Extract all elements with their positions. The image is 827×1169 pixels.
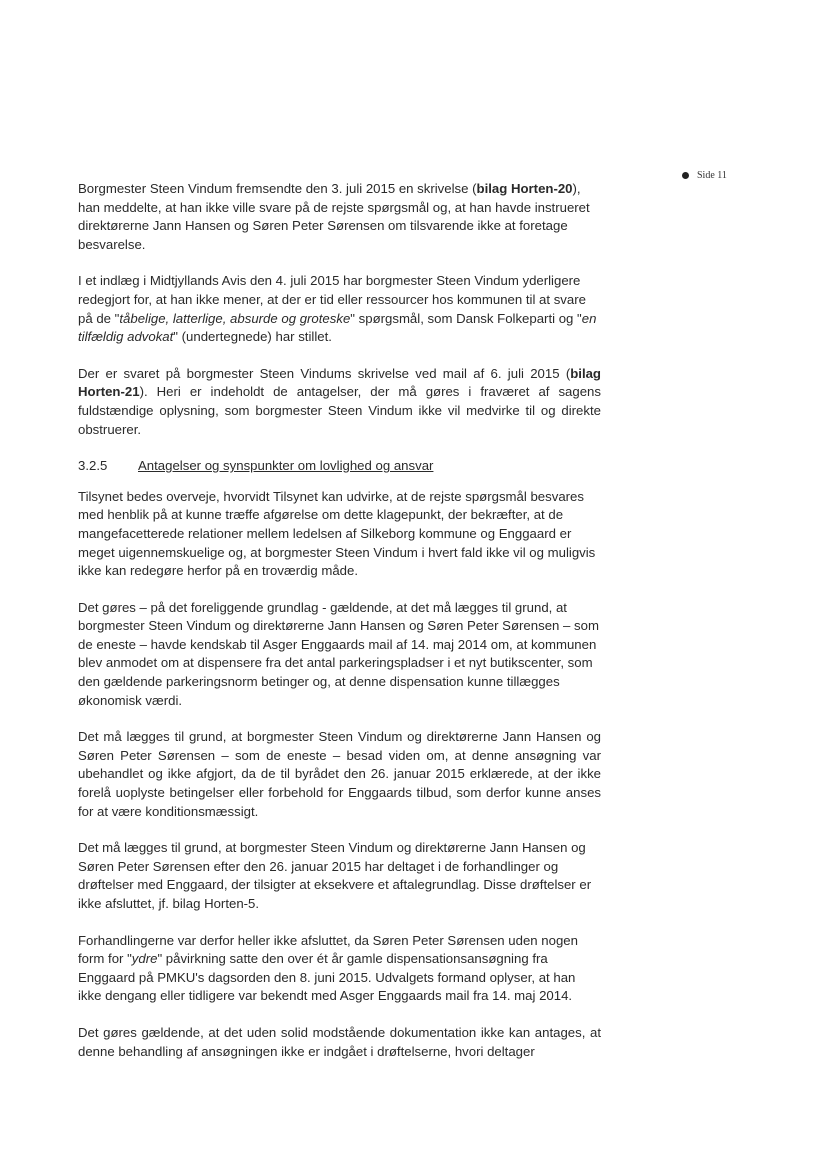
- quote: tåbelige, latterlige, absurde og groteske: [119, 310, 351, 326]
- bilag-reference: bilag Horten-20: [476, 181, 573, 196]
- page-number: Side 11: [697, 170, 727, 181]
- document-body: [78, 180, 601, 1079]
- quote: en tilfældig advokat: [78, 310, 597, 345]
- paragraph-5: Det gøres – på det foreliggende grundlag - gældende, at det må lægges til grund, at borgmester Steen Vindum og direktørerne Jann Hansen og Søren Peter Sørensen – som de eneste – havde kendskab til Asger Enggaards mail af 14. maj 2014 om, at kommunen blev anmodet om at dispensere fra det antal parkeringspladser i et nyt butikscenter, som den gældende parkeringsnorm betinger og, at denne dispensation kunne tillægges økonomisk værdi.: [78, 599, 599, 708]
- section-title: Antagelser og synspunkter om lovlighed og ansvar: [138, 458, 434, 474]
- section-heading: [78, 457, 601, 476]
- section-number: 3.2.5: [78, 458, 108, 474]
- paragraph-1: Borgmester Steen Vindum fremsendte den 3. juli 2015 en skrivelse (bilag Horten-20), han meddelte, at han ikke ville svare på de rejste spørgsmål og, at han havde instrueret direktørerne Jann Hansen og Søren Peter Sørensen om tilsvarende ikke at foretage besvarelse.: [78, 181, 590, 252]
- paragraph-2: I et indlæg i Midtjyllands Avis den 4. juli 2015 har borgmester Steen Vindum yderligere redegjort for, at han ikke mener, at der er tid eller ressourcer hos kommunen til at svare på de "tåbelige, latterlige, absurde og groteske" spørgsmål, som Dansk Folkeparti og "en tilfældig advokat" (undertegnede) har stillet.: [78, 273, 597, 345]
- page-marker: [682, 170, 727, 181]
- paragraph-6: Det må lægges til grund, at borgmester Steen Vindum og direktørerne Jann Hansen og Søren Peter Sørensen – som de eneste – besad viden om, at denne ansøgning var ubehandlet og ikke afgjort, da de til byrådet den 26. januar 2015 erklærede, at der ikke forelå uoplyste betingelser eller forbehold for Enggaards tilbud, som derfor kunne anses for at være konditionsmæssigt.: [78, 729, 601, 819]
- paragraph-3: Der er svaret på borgmester Steen Vindums skrivelse ved mail af 6. juli 2015 (bilag Horten-21). Heri er indeholdt de antagelser, der må gøres i fraværet af sagens fuldstændige oplysning, som borgmester Steen Vindum ikke vil medvirke til og direkte obstruerer.: [78, 365, 601, 437]
- paragraph-7: Det må lægges til grund, at borgmester Steen Vindum og direktørerne Jann Hansen og Søren Peter Sørensen efter den 26. januar 2015 har deltaget i de forhandlinger og drøftelser med Enggaard, der tilsigter at eksekvere et aftalegrundlag. Disse drøftelser er ikke afsluttet, jf. bilag Horten-5.: [78, 840, 592, 911]
- bullet-dot-icon: [682, 172, 689, 179]
- paragraph-4: Tilsynet bedes overveje, hvorvidt Tilsynet kan udvirke, at de rejste spørgsmål besvares med henblik på at kunne træffe afgørelse om dette klagepunkt, der bekræfter, at de mangefacetterede relationer mellem ledelsen af Silkeborg kommune og Enggaard er meget uigennemskuelige og, at borgmester Steen Vindum i hvert fald ikke vil og muligvis ikke kan redegøre herfor på en troværdig måde.: [78, 488, 596, 579]
- paragraph-9: Det gøres gældende, at det uden solid modstående dokumentation ikke kan antages, at denne behandling af ansøgningen ikke er indgået i drøftelserne, hvori deltager: [78, 1024, 601, 1059]
- paragraph-8: Forhandlingerne var derfor heller ikke afsluttet, da Søren Peter Sørensen uden nogen form for "ydre" påvirkning satte den over ét år gamle dispensationsansøgning fra Enggaard på PMKU's dagsorden den 8. juni 2015. Udvalgets formand oplyser, at han ikke dengang eller tidligere var bekendt med Asger Enggaards mail fra 14. maj 2014.: [78, 932, 578, 1004]
- bilag-reference: bilag Horten-21: [78, 365, 601, 400]
- quote: ydre: [131, 951, 158, 967]
